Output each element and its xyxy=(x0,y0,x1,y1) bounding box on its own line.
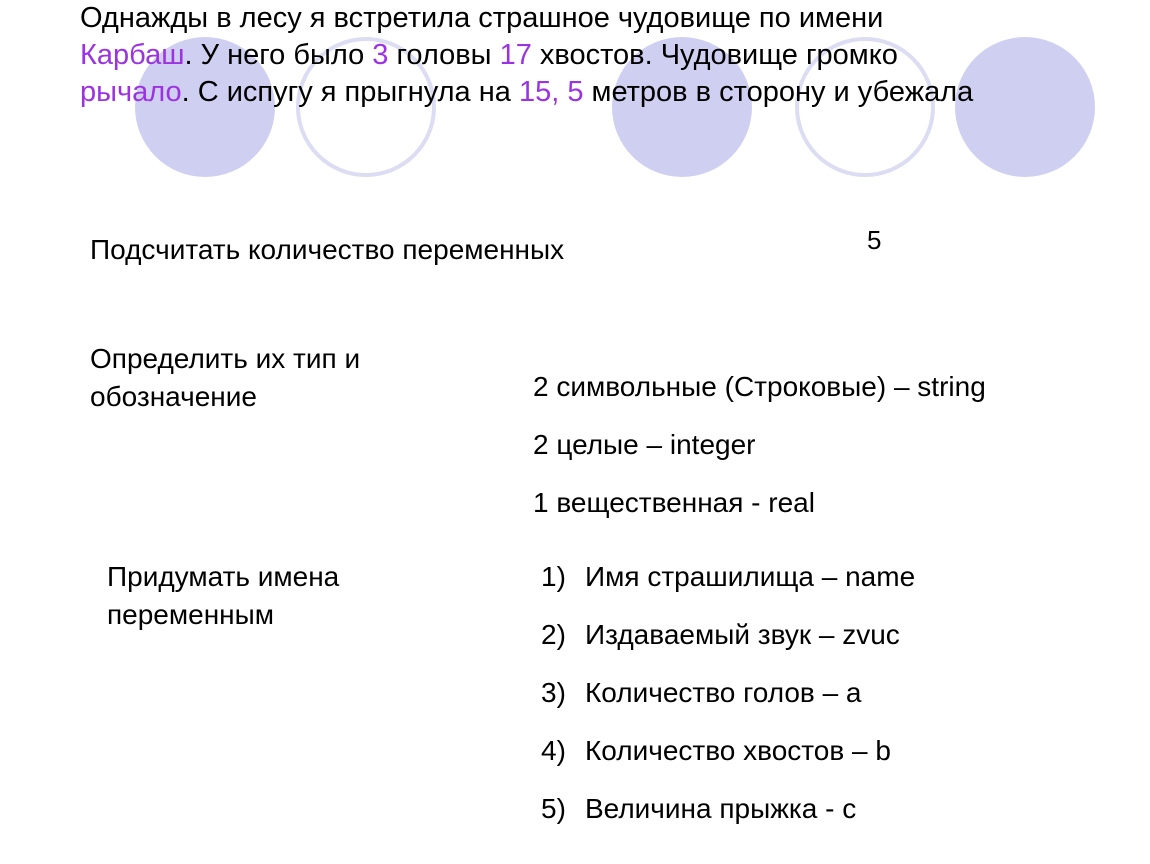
name-item xyxy=(541,732,915,790)
list-number: 5) xyxy=(541,793,566,824)
task-count-variables: Подсчитать количество переменных xyxy=(90,234,565,265)
name-item xyxy=(541,558,915,616)
name-item xyxy=(541,790,915,848)
heads-count: 3 xyxy=(372,39,389,71)
story-fragment: . У него было xyxy=(184,39,373,71)
name-item-text: Количество хвостов – b xyxy=(585,735,891,766)
monster-sound: рычало xyxy=(80,76,182,108)
type-item-string: 2 символьные (Строковые) – string xyxy=(533,371,986,402)
tails-count: 17 xyxy=(499,39,532,71)
task-define-types: Определить их тип и обозначение xyxy=(90,343,361,412)
name-item xyxy=(541,616,915,674)
type-item-real: 1 вещественная - real xyxy=(533,487,815,518)
list-number: 4) xyxy=(541,735,566,766)
type-item-integer: 2 целые – integer xyxy=(533,429,756,460)
list-number: 2) xyxy=(541,619,566,650)
name-item-text: Количество голов – a xyxy=(585,677,862,708)
story-fragment: хвостов. Чудовище громко xyxy=(531,39,898,71)
story-line1: Однажды в лесу я встретила страшное чудовище по имени xyxy=(80,2,884,34)
name-item-text: Имя страшилища – name xyxy=(585,561,916,592)
story-fragment: метров в сторону и убежала xyxy=(583,76,974,108)
list-number: 1) xyxy=(541,561,566,592)
jump-whole: 15 xyxy=(518,76,552,108)
story-text xyxy=(80,0,1150,111)
task-invent-names: Придумать имена переменным xyxy=(107,561,340,630)
answer-variable-count: 5 xyxy=(867,225,882,255)
name-item-text: Издаваемый звук – zvuc xyxy=(585,619,900,650)
monster-name: Карбаш xyxy=(80,39,185,71)
story-fragment: . С испугу я прыгнула на xyxy=(181,76,519,108)
story-fragment: головы xyxy=(388,39,500,71)
name-item-text: Величина прыжка - c xyxy=(585,793,857,824)
name-item xyxy=(541,674,915,732)
list-number: 3) xyxy=(541,677,566,708)
jump-separator: , xyxy=(551,76,568,108)
names-list xyxy=(541,558,915,848)
jump-fraction: 5 xyxy=(567,76,584,108)
types-list xyxy=(533,368,986,542)
